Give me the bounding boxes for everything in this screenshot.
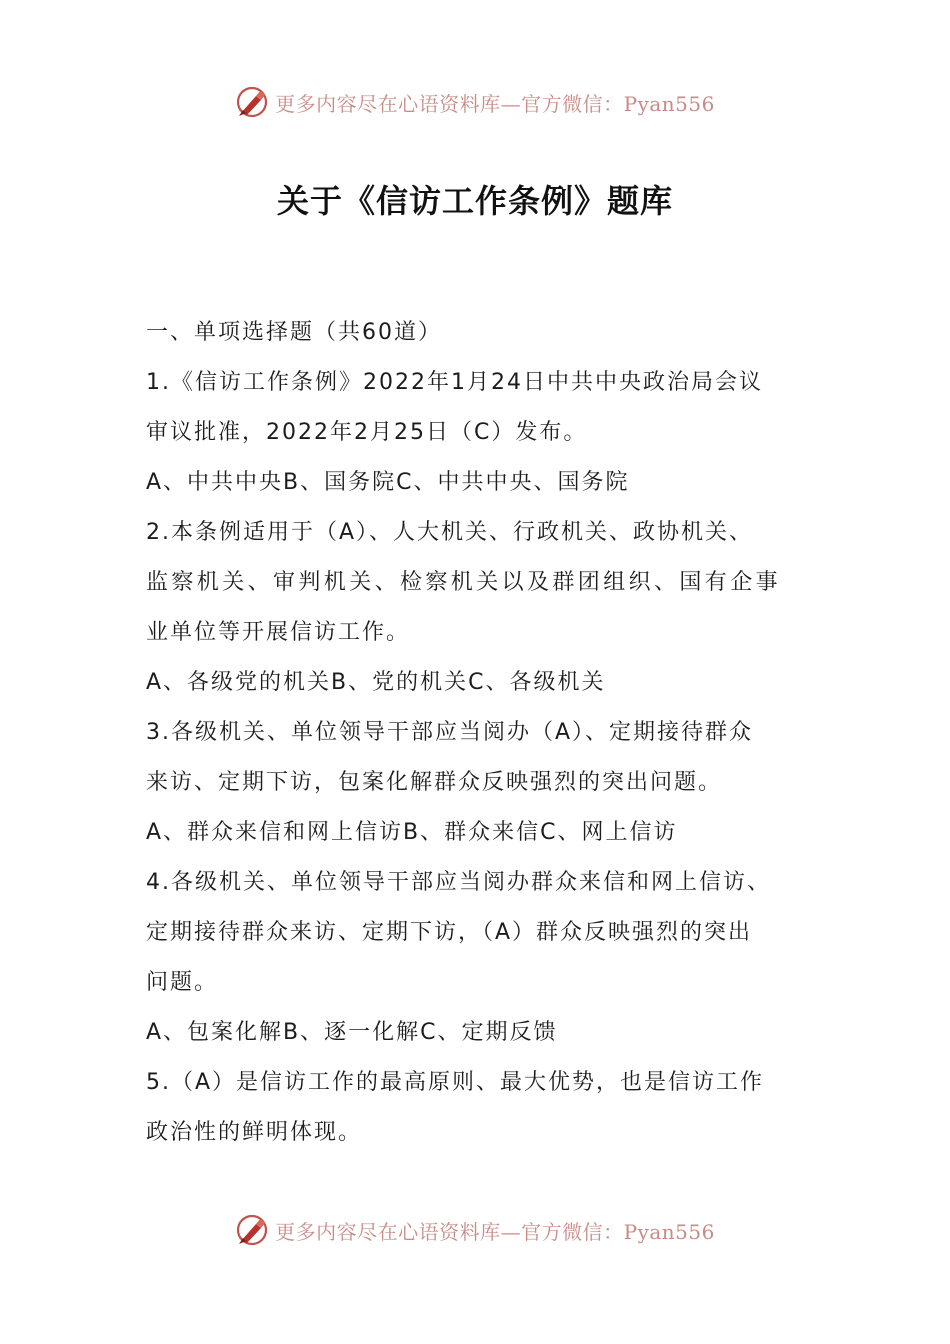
question-text-line: 4.各级机关、单位领导干部应当阅办群众来信和网上信访、 xyxy=(146,870,771,895)
question-text-line: 业单位等开展信访工作。 xyxy=(146,620,411,645)
header-banner-text: 更多内容尽在心语资料库—官方微信：Pyan556 xyxy=(275,91,715,116)
question-2 xyxy=(146,508,806,708)
question-options: A、包案化解B、逐一化解C、定期反馈 xyxy=(146,1020,558,1045)
question-4 xyxy=(146,858,806,1058)
pen-nib-logo-icon xyxy=(235,85,269,119)
pen-nib-logo-icon xyxy=(235,1213,269,1247)
question-text-line: 1.《信访工作条例》2022年1月24日中共中央政治局会议 xyxy=(146,370,763,395)
question-3 xyxy=(146,708,806,858)
question-text-line: 2.本条例适用于（A）、人大机关、行政机关、政协机关、 xyxy=(146,520,754,545)
document-body xyxy=(146,308,806,1158)
question-text-line: 5.（A）是信访工作的最高原则、最大优势，也是信访工作 xyxy=(146,1070,765,1095)
question-text-line: 问题。 xyxy=(146,970,219,995)
question-text-line: 来访、定期下访，包案化解群众反映强烈的突出问题。 xyxy=(146,770,723,795)
question-text-line: 审议批准，2022年2月25日（C）发布。 xyxy=(146,420,588,445)
footer-banner xyxy=(0,1210,950,1250)
question-options: A、群众来信和网上信访B、群众来信C、网上信访 xyxy=(146,820,678,845)
section-heading: 一、单项选择题（共60道） xyxy=(146,320,442,345)
document-title: 关于《信访工作条例》题库 xyxy=(276,182,673,220)
question-text-line: 定期接待群众来访、定期下访，（A）群众反映强烈的突出 xyxy=(146,920,753,945)
question-text-line: 政治性的鲜明体现。 xyxy=(146,1120,363,1145)
question-text-line: 监察机关、审判机关、检察机关以及群团组织、国有企事 xyxy=(146,570,782,595)
footer-banner-text: 更多内容尽在心语资料库—官方微信：Pyan556 xyxy=(275,1219,715,1244)
question-5 xyxy=(146,1058,806,1158)
question-1 xyxy=(146,358,806,508)
question-options: A、各级党的机关B、党的机关C、各级机关 xyxy=(146,670,606,695)
header-banner xyxy=(0,82,950,122)
question-options: A、中共中央B、国务院C、中共中央、国务院 xyxy=(146,470,630,495)
question-text-line: 3.各级机关、单位领导干部应当阅办（A）、定期接待群众 xyxy=(146,720,754,745)
